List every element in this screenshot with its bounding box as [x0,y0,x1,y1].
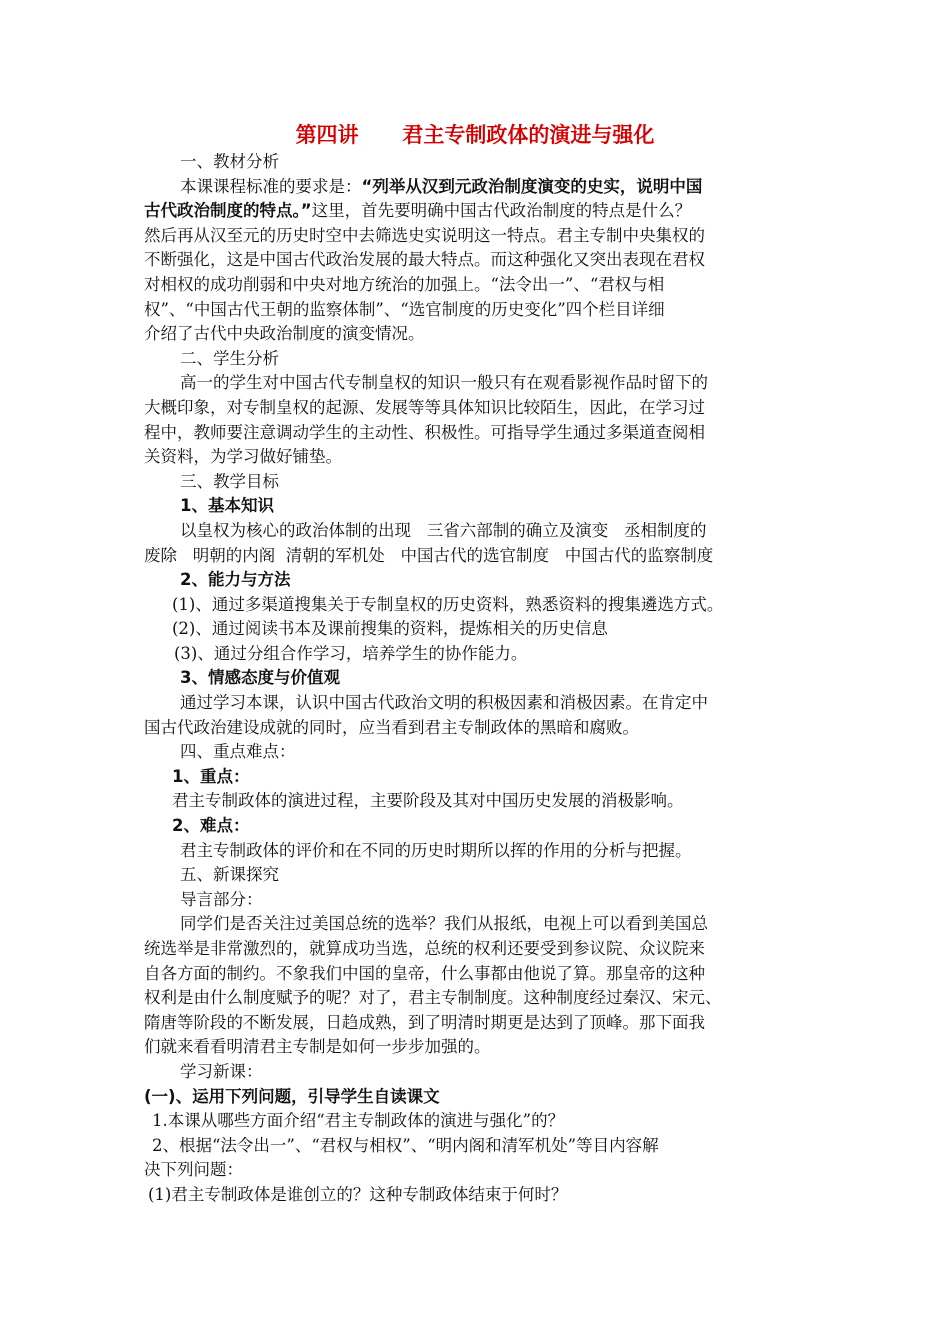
text-run: 然后再从汉至元的历史时空中去筛选史实说明这一特点。君主专制中央集权的 [144,225,705,245]
text-run: 1、基本知识 [180,496,274,516]
text-run: 君主专制政体的评价和在不同的历史时期所以挥的作用的分析与把握。 [180,840,692,860]
text-run: 君主专制政体的演进过程，主要阶段及其对中国历史发展的消极影响。 [172,791,684,811]
text-run: 学习新课： [180,1061,263,1081]
text-run: 统选举是非常激烈的，就算成功当选，总统的权利还要受到参议院、众议院来 [144,939,705,958]
text-run: 本课课程标准的要求是： [180,176,362,196]
text-line [144,593,814,618]
text-run: 五、新课探究 [180,865,279,885]
text-line [144,396,814,421]
text-line [144,617,814,642]
text-run: 隋唐等阶段的不断发展，日趋成熟，到了明清时期更是达到了顶峰。那下面我 [144,1012,705,1032]
text-line [144,544,814,569]
text-run: 三、教学目标 [180,471,279,491]
text-run: 大概印象，对专制皇权的起源、发展等等具体知识比较陌生，因此，在学习过 [144,397,705,417]
text-line [144,248,814,273]
text-line [144,322,814,347]
text-line [144,199,814,224]
text-run: 1.本课从哪些方面介绍“君主专制政体的演进与强化”的？ [152,1111,565,1131]
text-line [144,716,814,741]
text-run: 3、情感态度与价值观 [180,668,340,688]
text-line [144,1035,814,1060]
text-run: 四、重点难点： [180,742,296,762]
bold-run: “列举从汉到元政治制度演变的史实，说明中国 [361,176,703,196]
text-run: (一)、运用下列问题，引导学生自读课文 [144,1086,440,1106]
text-run: 二、学生分析 [180,348,279,368]
text-line [144,888,814,913]
text-line [144,1158,814,1183]
text-run: 导言部分： [180,889,263,909]
text-line [144,863,814,888]
text-run: 高一的学生对中国古代专制皇权的知识一般只有在观看影视作品时留下的 [180,373,708,393]
text-line [144,1011,814,1036]
text-run: 决下列问题： [144,1160,243,1180]
text-line [144,421,814,446]
text-line [144,912,814,937]
text-line [144,1085,814,1110]
text-line [144,691,814,716]
text-line [144,150,814,175]
text-run: 自各方面的制约。不象我们中国的皇帝，什么事都由他说了算。那皇帝的这种 [144,963,705,983]
text-run: 废除 明朝的内阁 清朝的军机处 中国古代的选官制度 中国古代的监察制度 [144,545,714,565]
text-run: 对相权的成功削弱和中央对地方统治的加强上。“法令出一”、“君权与相 [144,274,665,294]
text-run: (1)君主专制政体是谁创立的？这种专制政体结束于何时？ [148,1184,568,1204]
text-run: 1、重点： [172,766,250,786]
text-line [144,986,814,1011]
text-run: 关资料，为学习做好铺垫。 [144,447,342,467]
document-body [144,150,814,1208]
document-title: 第四讲 君主专制政体的演进与强化 [295,123,655,147]
text-run: 一、教材分析 [180,152,279,171]
text-line [144,1060,814,1085]
text-line [144,666,814,691]
text-line [144,371,814,396]
text-run: 这里，首先要明确中国古代政治制度的特点是什么？ [311,201,692,221]
text-line [144,273,814,298]
text-run: 2、根据“法令出一”、“君权与相权”、“明内阁和清军机处”等目内容解 [152,1135,659,1155]
text-run: 2、难点： [172,816,250,836]
text-run: 们就来看看明清君主专制是如何一步步加强的。 [144,1037,491,1057]
text-line [144,740,814,765]
text-line [144,175,814,200]
text-line [144,445,814,470]
text-run: 国古代政治建设成就的同时，应当看到君主专制政体的黑暗和腐败。 [144,717,639,737]
text-line [144,1134,814,1159]
text-line [144,568,814,593]
text-line [144,839,814,864]
text-line [144,224,814,249]
text-run: 权”、“中国古代王朝的监察体制”、“选官制度的历史变化”四个栏目详细 [144,299,665,319]
text-run: (2)、通过阅读书本及课前搜集的资料，提炼相关的历史信息 [172,619,608,639]
text-run: (1)、通过多渠道搜集关于专制皇权的历史资料，熟悉资料的搜集遴选方式。 [172,594,724,614]
text-line [144,789,814,814]
text-line [144,1183,814,1208]
text-line [144,298,814,323]
text-line [144,347,814,372]
text-run: 以皇权为核心的政治体制的出现 三省六部制的确立及演变 丞相制度的 [180,520,707,540]
text-line [144,937,814,962]
text-run: (3)、通过分组合作学习，培养学生的协作能力。 [174,643,528,663]
text-line [144,642,814,667]
text-run: 程中，教师要注意调动学生的主动性、积极性。可指导学生通过多渠道查阅相 [144,422,705,442]
text-line [144,470,814,495]
text-line [144,765,814,790]
text-line [144,1109,814,1134]
text-line [144,962,814,987]
text-line [144,519,814,544]
text-run: 介绍了古代中央政治制度的演变情况。 [144,324,425,344]
text-line [144,814,814,839]
text-run: 不断强化，这是中国古代政治发展的最大特点。而这种强化又突出表现在君权 [144,250,705,270]
text-run: 权利是由什么制度赋予的呢？对了，君主专制制度。这种制度经过秦汉、宋元、 [144,988,722,1008]
text-run: 同学们是否关注过美国总统的选举？我们从报纸，电视上可以看到美国总 [180,914,708,934]
text-line [144,494,814,519]
text-run: 2、能力与方法 [180,570,291,590]
text-run: 通过学习本课，认识中国古代政治文明的积极因素和消极因素。在肯定中 [180,693,708,713]
text-run: 古代政治制度的特点。” [144,201,312,221]
